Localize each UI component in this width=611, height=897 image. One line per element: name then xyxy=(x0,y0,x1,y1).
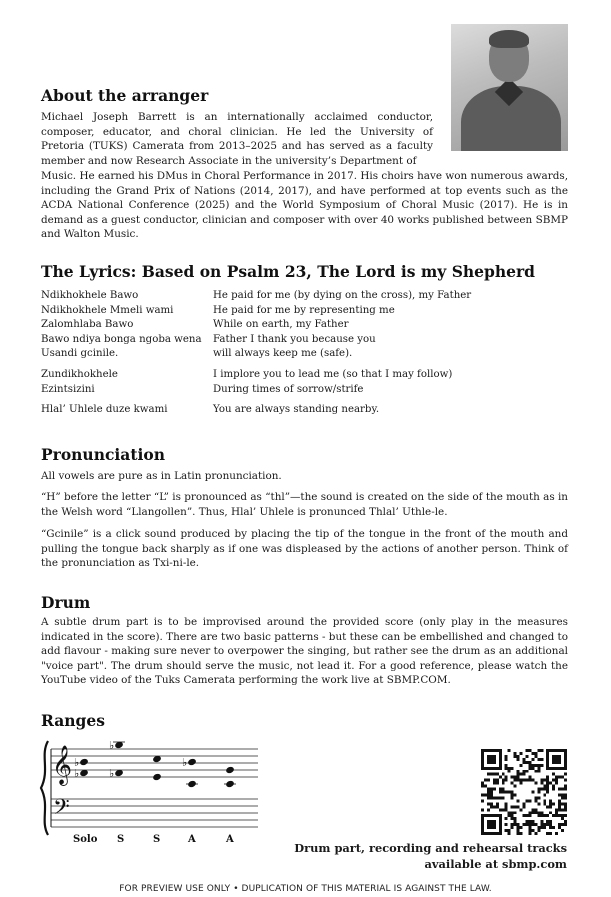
svg-text:♭: ♭ xyxy=(109,739,115,752)
lyrics-table xyxy=(41,289,511,424)
lyrics-english: Father I thank you because you xyxy=(213,333,376,345)
svg-text:♭: ♭ xyxy=(182,756,188,769)
svg-text:♭: ♭ xyxy=(109,767,115,780)
lyrics-zulu: Ndikhokhele Bawo xyxy=(41,290,139,301)
range-notes xyxy=(74,739,236,788)
voice-label-a1: A xyxy=(188,834,196,845)
lyrics-line xyxy=(41,289,511,304)
drum-heading: Drum xyxy=(41,593,91,612)
grand-staff-brace xyxy=(41,741,48,835)
voice-label-solo: Solo xyxy=(73,834,98,845)
pronunciation-gcinile: “Gcinile” is a click sound produced by placing the tip of the tongue in the front of the mouth and pulling the tongue back sharply as if one was displeased by the actions of another person. Think of the pronunciation as Txi-ni-le. xyxy=(41,528,568,570)
lyrics-english: will always keep me (safe). xyxy=(213,348,353,360)
lyrics-group xyxy=(41,403,511,418)
lyrics-group xyxy=(41,368,511,397)
lyrics-zulu: Zalomhlaba Bawo xyxy=(41,319,134,331)
lyrics-line xyxy=(41,383,511,398)
lyrics-line xyxy=(41,368,511,383)
lyrics-line xyxy=(41,304,511,319)
qr-code-icon[interactable] xyxy=(481,749,567,835)
bass-staff xyxy=(51,799,258,827)
lyrics-english: He paid for me by representing me xyxy=(213,304,395,316)
qr-caption-line1: Drum part, recording and rehearsal tracks xyxy=(294,841,567,855)
lyrics-line xyxy=(41,347,511,362)
treble-clef-icon: 𝄞 xyxy=(52,745,73,785)
pronunciation-hl: “H” before the letter “L” is pronounced as “thl”—the sound is created on the side of the mouth as in the Welsh word “Llangollen”. Thus, Hlal’ Uhlele is pronunced Thlal’ Uthle-le. xyxy=(41,491,568,518)
voice-label-s2: S xyxy=(153,834,161,845)
voice-label-a2: A xyxy=(226,834,234,845)
lyrics-zulu: Hlal’ Uhlele duze kwami xyxy=(41,404,168,416)
bass-clef-icon: 𝄢 xyxy=(53,795,70,825)
pronunciation-vowels: All vowels are pure as in Latin pronunciation. xyxy=(41,470,282,482)
lyrics-zulu: Zundikhokhele xyxy=(41,368,118,380)
pronunciation-heading: Pronunciation xyxy=(41,445,165,464)
lyrics-english: While on earth, my Father xyxy=(213,319,349,331)
voice-label-s1: S xyxy=(117,834,125,845)
ranges-staff xyxy=(38,735,268,851)
about-paragraph-top: Michael Joseph Barrett is an internationally acclaimed conductor, composer, educator, and choral clinician. He led the University of Pretoria (TUKS) Camerata from 2013–2025 and has served as a faculty member and now Research Associate in the university’s Department of xyxy=(41,111,433,167)
lyrics-zulu: Ezintsizini xyxy=(41,383,95,395)
qr-caption-line2: available at sbmp.com xyxy=(424,857,567,871)
lyrics-english: He paid for me (by dying on the cross), my Father xyxy=(213,290,472,301)
lyrics-line xyxy=(41,403,511,418)
preview-footer: FOR PREVIEW USE ONLY • DUPLICATION OF THIS MATERIAL IS AGAINST THE LAW. xyxy=(119,884,492,894)
svg-text:♭: ♭ xyxy=(74,767,80,780)
lyrics-english: You are always standing nearby. xyxy=(213,404,380,416)
lyrics-heading: The Lyrics: Based on Psalm 23, The Lord is my Shepherd xyxy=(41,262,536,281)
lyrics-zulu: Bawo ndiya bonga ngoba wena xyxy=(41,333,202,345)
about-heading: About the arranger xyxy=(41,86,209,105)
lyrics-group xyxy=(41,289,511,362)
qr-caption xyxy=(267,840,567,872)
svg-text:♭: ♭ xyxy=(74,756,80,769)
lyrics-zulu: Ndikhokhele Mmeli wami xyxy=(41,304,174,316)
lyrics-english: I implore you to lead me (so that I may follow) xyxy=(213,368,453,380)
drum-paragraph: A subtle drum part is to be improvised around the provided score (only play in the measures indicated in the score). There are two basic patterns - but these can be embellished and changed to add flavour - making sure never to overpower the singing, but rather see the drum as an additional "voice part". The drum should serve the music, not lead it. For a good reference, please watch the YouTube video of the Tuks Camerata performing the work live at SBMP.COM. xyxy=(41,616,568,687)
lyrics-zulu: Usandi gcinile. xyxy=(41,348,119,360)
about-paragraph-bottom: Music. He earned his DMus in Choral Performance in 2017. His choirs have won numerous awards, including the Grand Prix of Nations (2014, 2017), and have performed at top events such as the ACDA National Conference (2025) and the World Symposium of Choral Music (2017). He is in demand as a guest conductor, clinician and composer with over 40 works published between SBMP and Walton Music. xyxy=(41,170,568,241)
lyrics-english: During times of sorrow/strife xyxy=(213,383,364,395)
ranges-heading: Ranges xyxy=(41,711,105,730)
lyrics-line xyxy=(41,333,511,348)
arranger-photo xyxy=(451,24,568,151)
lyrics-line xyxy=(41,318,511,333)
